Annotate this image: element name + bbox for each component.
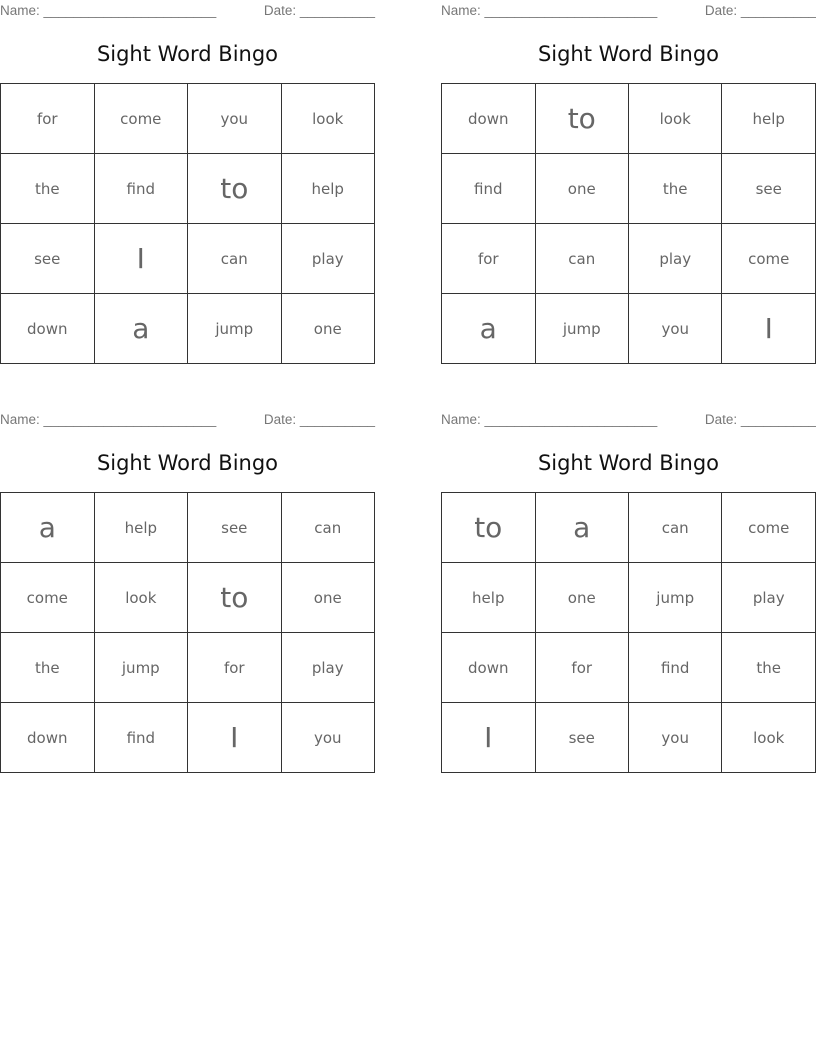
name-field: Name: _______________________ — [0, 412, 217, 427]
bingo-cell: find — [628, 633, 722, 703]
bingo-cell: I — [722, 294, 816, 364]
bingo-row — [1, 633, 375, 703]
bingo-row — [442, 563, 816, 633]
card-title: Sight Word Bingo — [537, 451, 720, 475]
bingo-cell: find — [94, 703, 188, 773]
bingo-cell: can — [281, 493, 375, 563]
card-title: Sight Word Bingo — [537, 42, 720, 66]
bingo-cell: can — [535, 224, 628, 294]
bingo-row — [1, 154, 375, 224]
bingo-cell: come — [722, 493, 816, 563]
name-field: Name: _______________________ — [441, 412, 658, 427]
bingo-grid — [0, 492, 375, 773]
bingo-cell: see — [722, 154, 816, 224]
bingo-cell: help — [442, 563, 536, 633]
bingo-row — [442, 294, 816, 364]
bingo-cell: to — [442, 493, 536, 563]
bingo-cell: jump — [628, 563, 722, 633]
bingo-cell: to — [535, 84, 628, 154]
bingo-cell: the — [1, 154, 95, 224]
bingo-cell: jump — [188, 294, 281, 364]
bingo-cell: see — [535, 703, 628, 773]
bingo-cell: a — [1, 493, 95, 563]
bingo-cell: help — [722, 84, 816, 154]
bingo-row — [1, 224, 375, 294]
bingo-row — [442, 224, 816, 294]
bingo-cell: you — [188, 84, 281, 154]
bingo-row — [1, 84, 375, 154]
bingo-cell: I — [94, 224, 188, 294]
bingo-cell: down — [442, 84, 536, 154]
bingo-grid — [441, 83, 816, 364]
bingo-cell: to — [188, 563, 281, 633]
bingo-cell: can — [628, 493, 722, 563]
bingo-cell: the — [629, 154, 722, 224]
bingo-row — [1, 493, 375, 563]
date-field: Date: __________ — [263, 3, 375, 18]
bingo-cell: for — [1, 84, 95, 154]
bingo-cell: for — [188, 633, 281, 703]
card-title: Sight Word Bingo — [96, 42, 279, 66]
bingo-row — [1, 703, 375, 773]
bingo-cell: find — [442, 154, 536, 224]
card-header — [0, 412, 375, 428]
bingo-cell: help — [94, 493, 188, 563]
bingo-cell: play — [722, 563, 816, 633]
bingo-cell: jump — [535, 294, 628, 364]
bingo-cell: see — [188, 493, 281, 563]
name-field: Name: _______________________ — [441, 3, 658, 18]
bingo-cell: jump — [94, 633, 188, 703]
bingo-cell: you — [628, 703, 722, 773]
name-field: Name: _______________________ — [0, 3, 217, 18]
bingo-cell: look — [94, 563, 188, 633]
bingo-cell: down — [442, 633, 536, 703]
bingo-cell: see — [1, 224, 95, 294]
bingo-row — [442, 703, 816, 773]
bingo-cell: for — [535, 633, 628, 703]
bingo-cell: down — [1, 703, 95, 773]
bingo-cell: the — [722, 633, 816, 703]
bingo-cell: the — [1, 633, 95, 703]
bingo-cell: to — [188, 154, 281, 224]
bingo-cell: come — [722, 224, 816, 294]
bingo-cell: I — [442, 703, 536, 773]
bingo-row — [1, 563, 375, 633]
bingo-cell: one — [535, 563, 628, 633]
bingo-cell: one — [281, 294, 374, 364]
bingo-cell: a — [442, 294, 536, 364]
bingo-row — [442, 493, 816, 563]
bingo-cell: a — [94, 294, 188, 364]
card-title: Sight Word Bingo — [96, 451, 279, 475]
bingo-cell: one — [535, 154, 628, 224]
bingo-row — [442, 154, 816, 224]
bingo-cell: one — [281, 563, 375, 633]
bingo-row — [442, 84, 816, 154]
bingo-cell: can — [188, 224, 281, 294]
card-header — [441, 3, 816, 19]
bingo-cell: look — [629, 84, 722, 154]
bingo-cell: come — [1, 563, 95, 633]
bingo-cell: play — [281, 633, 375, 703]
date-field: Date: __________ — [263, 412, 375, 427]
bingo-cell: for — [442, 224, 536, 294]
bingo-cell: you — [281, 703, 375, 773]
bingo-row — [1, 294, 375, 364]
date-field: Date: __________ — [704, 3, 816, 18]
bingo-cell: find — [94, 154, 188, 224]
bingo-cell: help — [281, 154, 374, 224]
bingo-cell: you — [629, 294, 722, 364]
bingo-cell: play — [281, 224, 374, 294]
bingo-cell: come — [94, 84, 188, 154]
card-header — [441, 412, 816, 428]
bingo-cell: play — [629, 224, 722, 294]
bingo-grid — [441, 492, 816, 773]
bingo-cell: I — [188, 703, 281, 773]
bingo-cell: look — [281, 84, 374, 154]
bingo-grid — [0, 83, 375, 364]
bingo-cell: look — [722, 703, 816, 773]
card-header — [0, 3, 375, 19]
bingo-row — [442, 633, 816, 703]
bingo-cell: down — [1, 294, 95, 364]
date-field: Date: __________ — [704, 412, 816, 427]
bingo-cell: a — [535, 493, 628, 563]
